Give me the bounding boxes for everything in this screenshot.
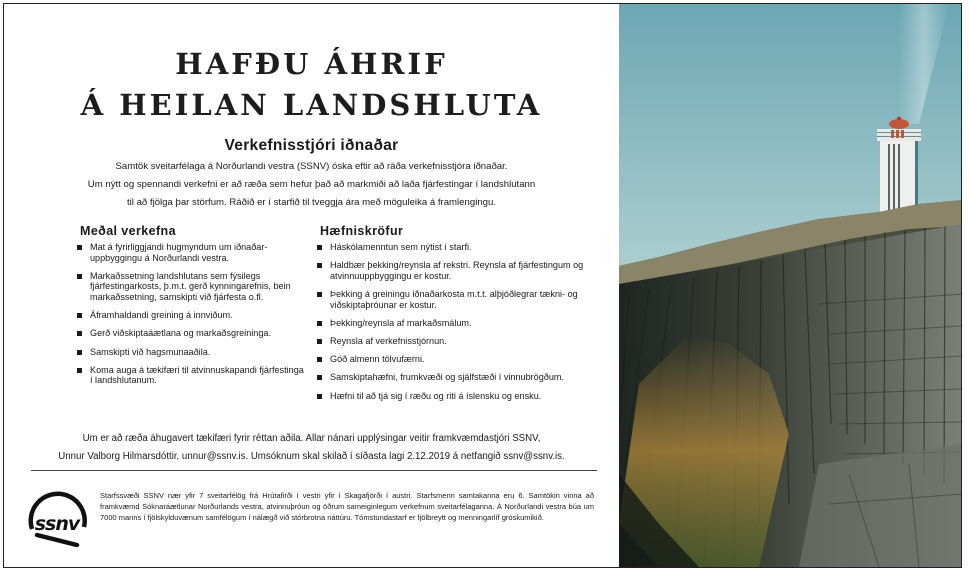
square-bullet-icon	[77, 331, 82, 336]
svg-text:ssnv: ssnv	[34, 513, 80, 535]
square-bullet-icon	[317, 292, 322, 297]
list-item	[316, 260, 606, 281]
headline-line-2: Á HEILAN LANDSHLUTA	[80, 88, 543, 122]
square-bullet-icon	[77, 368, 82, 373]
job-title: Verkefnisstjóri iðnaðar	[224, 137, 399, 154]
square-bullet-icon	[77, 350, 82, 355]
list-item	[316, 372, 606, 383]
square-bullet-icon	[317, 357, 322, 362]
list-item	[76, 365, 306, 386]
intro-line: Samtök sveitarfélaga á Norðurlandi vestra (SSNV) óska eftir að ráða verkefnisstjóra iðnaðar.	[115, 161, 508, 172]
requirements-section	[316, 224, 606, 409]
list-item-text: Mat á fyrirliggjandi hugmyndum um iðnaðar-uppbyggingu á Norðurlandi vestra.	[90, 242, 268, 263]
list-item	[76, 271, 306, 303]
list-item-text: Áframhaldandi greining á innviðum.	[90, 310, 233, 321]
tasks-list	[76, 242, 306, 386]
list-item-text: Haldbær þekking/reynsla af rekstri. Reynsla af fjárfestingum og atvinnuuppbyggingu er kostur.	[330, 260, 584, 281]
requirements-list	[316, 242, 606, 401]
advertisement	[3, 3, 962, 568]
headline-line-1: HAFÐU ÁHRIF	[175, 47, 448, 81]
square-bullet-icon	[77, 274, 82, 279]
list-item-text: Samskipti við hagsmunaaðila.	[90, 346, 211, 357]
square-bullet-icon	[317, 339, 322, 344]
list-item	[316, 242, 606, 253]
list-item-text: Markaðssetning landshlutans sem fýsilegs fjárfestingarkosts, þ.m.t. gerð kynningarefnis, bein markaðssetning, samskipti við fjárfesta o.fl.	[90, 270, 291, 302]
list-item	[76, 242, 306, 263]
list-item-text: Hæfni til að tjá sig í ræðu og riti á íslensku og ensku.	[330, 390, 542, 401]
square-bullet-icon	[317, 394, 322, 399]
list-item-text: Koma auga á tækifæri til atvinnuskapandi fjárfestinga í landshlutanum.	[90, 364, 304, 386]
text-panel	[4, 4, 619, 567]
divider	[31, 470, 597, 471]
list-item	[316, 354, 606, 365]
intro-line: Um nýtt og spennandi verkefni er að ræða sem hefur það að markmiði að laða fjárfestingar í landshlutann	[87, 179, 536, 190]
list-item	[76, 328, 306, 339]
list-item	[316, 336, 606, 347]
list-item	[316, 391, 606, 402]
contact-line: Unnur Valborg Hilmarsdóttir, unnur@ssnv.is. Umsóknum skal skilað í síðasta lagi 2.12.2019 á netfangið ssnv@ssnv.is.	[58, 451, 565, 462]
organization-description: Starfssvæði SSNV nær yfir 7 sveitarfélög frá Hrútafirði í vestri yfir í Skagafjörði í austri. Starfsmenn samtakanna eru 6. Samtökin vinna að framkvæmd Sóknaráætlunar Norðurlands vestra, atvinnuþróun og öðrum sameiginlegum verkefnum sveitarfélaganna. Á Norðurlandi vestra búa um 7000 manns í fjölskylduvænum samfélögum í nálægð við stórbrotna náttúru. Tómstundastarf er fjölbreytt og menningarlíf gróskumikið.	[100, 491, 594, 522]
list-item-text: Þekking/reynsla af markaðsmálum.	[330, 317, 472, 328]
square-bullet-icon	[317, 375, 322, 380]
square-bullet-icon	[317, 245, 322, 250]
list-item	[76, 310, 306, 321]
intro-paragraph	[24, 158, 599, 212]
ssnv-logo-icon	[25, 487, 89, 547]
tasks-section	[76, 224, 306, 394]
list-item-text: Gerð viðskiptaáætlana og markaðsgreininga.	[90, 328, 271, 339]
contact-line: Um er að ræða áhugavert tækifæri fyrir réttan aðila. Allar nánari upplýsingar veitir framkvæmdastjóri SSNV,	[82, 433, 541, 444]
lighthouse-basalt-photo	[619, 4, 962, 567]
square-bullet-icon	[317, 321, 322, 326]
square-bullet-icon	[317, 263, 322, 268]
list-item	[316, 318, 606, 329]
list-item-text: Góð almenn tölvufærni.	[330, 354, 425, 365]
square-bullet-icon	[77, 245, 82, 250]
tasks-heading: Meðal verkefna	[80, 224, 176, 238]
list-item	[76, 347, 306, 358]
contact-paragraph	[14, 430, 609, 466]
requirements-heading: Hæfniskröfur	[320, 224, 404, 238]
intro-line: til að fjölga þar störfum. Ráðið er í starfið til tveggja ára með möguleika á framlengingu.	[126, 197, 496, 208]
square-bullet-icon	[77, 313, 82, 318]
lighthouse-icon	[877, 117, 921, 217]
list-item	[316, 289, 606, 310]
list-item-text: Þekking á greiningu iðnaðarkosta m.t.t. alþjóðlegrar tækni- og viðskiptaþróunar er kostur.	[330, 288, 578, 310]
list-item-text: Háskólamenntun sem nýtist í starfi.	[330, 242, 472, 252]
list-item-text: Samskiptahæfni, frumkvæði og sjálfstæði í vinnubrögðum.	[330, 372, 565, 383]
list-item-text: Reynsla af verkefnisstjórnun.	[330, 335, 447, 346]
